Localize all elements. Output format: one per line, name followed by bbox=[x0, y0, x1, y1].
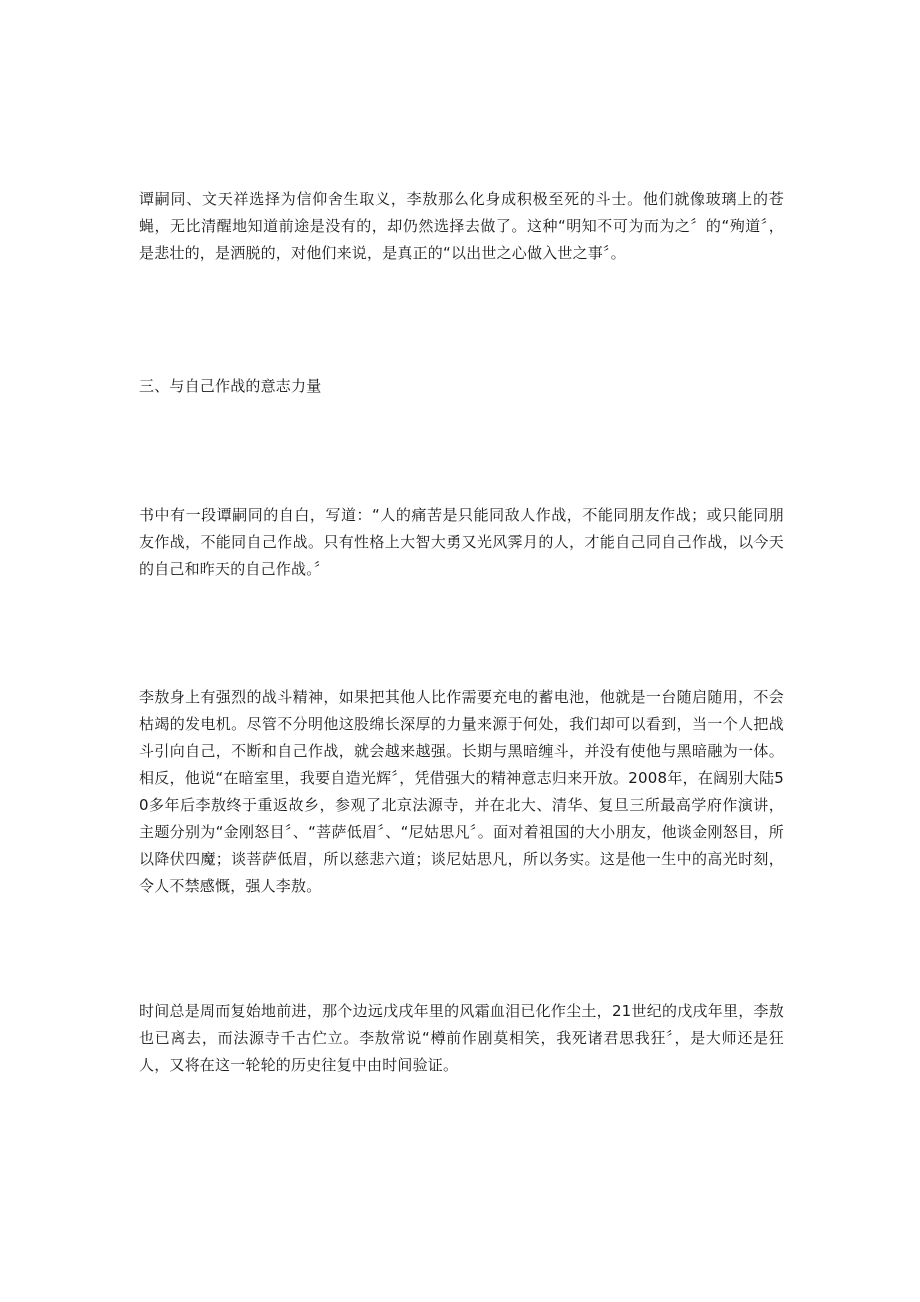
paragraph-martyrdom: 谭嗣同、文天祥选择为信仰舍生取义，李敖那么化身成积极至死的斗士。他们就像玻璃上的苍蝇，无比清醒地知道前途是没有的，却仍然选择去做了。这种“明知不可为而为之〞的“殉道〞，是悲壮的，是洒脱的，对他们来说，是真正的“以出世之心做入世之事〞。 bbox=[139, 190, 784, 262]
paragraph-fighting-spirit: 李敖身上有强烈的战斗精神，如果把其他人比作需要充电的蓄电池，他就是一台随启随用，不会枯竭的发电机。尽管不分明他这股绵长深厚的力量来源于何处，我们却可以看到，当一个人把战斗引向自己，不断和自己作战，就会越来越强。长期与黑暗缠斗，并没有使他与黑暗融为一体。相反，他说“在暗室里，我要自造光辉〞，凭借强大的精神意志归来开放。2008年，在阔别大陆50多年后李敖终于重返故乡，参观了北京法源寺，并在北大、清华、复旦三所最高学府作演讲，主题分别为“金刚怒目〞、“菩萨低眉〞、“尼姑思凡〞。面对着祖国的大小朋友，他谈金刚怒目，所以降伏四魔；谈菩萨低眉，所以慈悲六道；谈尼姑思凡，所以务实。这是他一生中的高光时刻，令人不禁感慨，强人李敖。 bbox=[139, 688, 784, 895]
paragraph-time-verdict: 时间总是周而复始地前进，那个边远戊戌年里的风霜血泪已化作尘土，21世纪的戊戌年里，李敖也已离去，而法源寺千古伫立。李敖常说“樽前作剧莫相笑，我死诸君思我狂〞，是大师还是狂人，又将在这一轮轮的历史往复中由时间验证。 bbox=[139, 1002, 784, 1074]
paragraph-tan-sitong-quote: 书中有一段谭嗣同的自白，写道：“人的痛苦是只能同敌人作战，不能同朋友作战；或只能同朋友作战，不能同自己作战。只有性格上大智大勇又光风霁月的人，才能自己同自己作战，以今天的自己和昨天的自己作战。〞 bbox=[139, 506, 784, 578]
section-heading: 三、与自己作战的意志力量 bbox=[139, 377, 322, 395]
